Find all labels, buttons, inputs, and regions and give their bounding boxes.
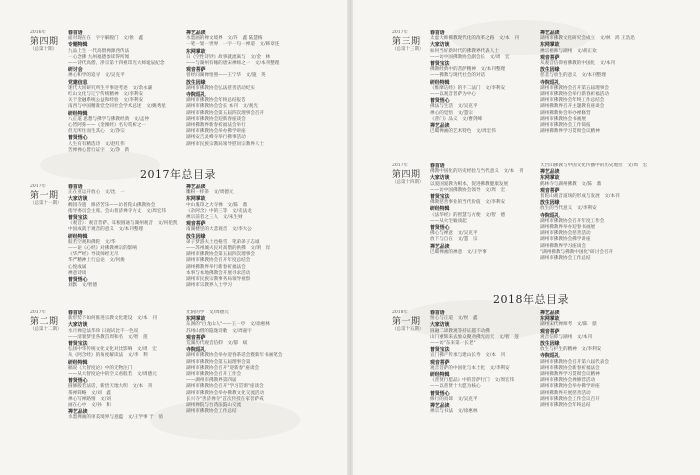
toc-entry: 迷代大同研究所生平事迹考述 文/余永谦 [68,85,153,91]
toc-entry: 面对现在在 字字解脱门 文/侯 鑫 [68,36,144,42]
toc-column [430,310,534,465]
toc-entry: ——访中国佛教协会副会长 文/周 宏 [430,54,510,60]
toc-entry: 九品上生 一代高僧禅源西传法 [68,48,130,54]
toc-column [540,30,680,158]
section-heading: 春首语 [68,184,83,190]
section-heading: 东网掌故 [186,316,206,323]
toc-entry: 湖州市佛教协会年终工作总结会 [540,98,605,104]
section-heading: 大家访谈 [68,196,88,203]
toc-entry: 人生有有精选诗 文/赵红伟 [68,141,125,147]
toc-entry: 湖州市民族宗教局领导慰问宗教界人士 [186,141,265,147]
toc-entry: 湖州市佛教协会工作总结 [540,256,591,262]
section-heading: 观音菩萨 [430,359,450,366]
section-heading: 观音菩萨 [540,328,560,335]
toc-entry: 湖州市佛教协会工作简报 [540,123,591,129]
section-heading: 研经特辑 [430,206,450,213]
toc-entry: 荒湖历代观音信仰 文/郁 斌 [186,341,248,347]
issue-year: 2017年 [30,184,46,189]
toc-entry: 禅心和学的追寻 文/吴克平 [68,73,125,79]
toc-entry: ——论《心经》对佛教禅宗的影响 [68,246,137,252]
toc-entry: 佛教中国化的历史经验与当代意义 文/本 刊 [430,169,524,175]
issue-number: 第四期 [30,36,59,47]
issue-total: （总第十一期） [30,200,62,206]
toc-entry: 佛教经典中的菩萨精神 文/本刊整理 [430,67,506,73]
toc-entry: 圆融二谛教观等持证越不动佛 [430,328,490,334]
issue-number: 第二期 [30,316,59,327]
toc-entry: 禅宗祖师与湖州 文/胡正欢 [540,48,597,54]
toc-entry: 般若空观和佛陀 文/华 [68,239,121,245]
toc-entry: 八正道 思想与佛学与佛教经典 文/孟仲 [68,116,150,122]
toc-entry: 《杂阿含》中的三等 文/史法龙 [186,208,252,214]
toc-entry: 弘扬中华传统文化文化对比影响 文/周 宏 [68,347,157,353]
section-heading: 研经特辑 [68,359,88,366]
section-heading: 禅艺品读 [540,310,560,316]
issue-number: 第一期 [30,190,59,201]
toc-entry: 红山文化与辽宁传统精神 文/李利安 [68,92,144,98]
toc-column [68,184,178,304]
section-heading: 大家访谈 [430,175,450,182]
section-heading: 研经特辑 [430,79,450,86]
section-heading: 普贤宝法 [430,194,450,201]
section-heading: 观音菩萨 [540,54,560,61]
toc-entry: ——佛教与现代社会的对话 [430,73,486,79]
toc-entry: 湖州佛教界举办迎春书画展 [540,225,596,231]
section-heading: 寺院巡礼 [540,79,560,86]
section-heading: 大家访谈 [430,42,450,49]
toc-entry: 放生的当代意义 文/李利安 [540,206,597,212]
toc-column [68,310,178,460]
toc-entry: 宣门佛产传承与建山长寿 文/本 刊 [430,353,506,359]
section-heading: 大家访谈 [68,322,88,329]
toc-entry: 天台山佛教与中国文化传播中的历史地位 文/周 宏 [540,163,648,168]
issue-label [30,30,59,53]
toc-column [186,310,326,460]
toc-entry: 佛教慈善事业的当代价值 文/李利安 [430,200,506,206]
toc-entry: 湖州市佛教协会召开工作会 [186,372,242,378]
toc-entry: 稠园寺遗 修济苦乐——访普陀山佛教协会 [68,202,156,208]
section-heading: 寺院巡礼 [186,347,206,354]
section-heading: 禅艺品读 [186,184,206,190]
toc-entry: 《普门》品义 文/曹剑峰 [430,116,483,122]
toc-entry: 中山鬼印之大寺禅 文/陈 鼎 [186,202,248,208]
toc-entry: 水月禅是法华珍 日观试比不一色说 [68,328,139,334]
toc-entry: 湖州市佛教协会年终总结报告 [186,98,246,104]
toc-entry: 湖州市佛教协会慈善活动 [540,231,591,237]
toc-entry: 湖州市佛教文化研究会成立 文/林 鸿 王浩迅 [540,36,635,42]
toc-entry: 湖州市佛教协会举办佛学讲座 [186,129,246,135]
toc-column [430,163,534,288]
section-heading: 寺院巡礼 [540,353,560,360]
section-heading: 普贤宝法 [68,341,88,348]
toc-entry: 《华严经》导读师经无尽 [68,252,119,258]
toc-entry: 关于金融系统公益和经验 文/李利安 [68,98,144,104]
toc-entry: 一心念佛 九州福德参读得所闻 [68,54,130,60]
toc-entry: 如何当好新时代的佛教界代表人士 [430,48,499,54]
section-heading: 普贤悟心 [68,135,88,142]
section-heading: 东网掌故 [540,42,560,49]
toc-entry: 湖州市佛教协会佛学讲座 [540,237,591,243]
toc-column [186,30,326,162]
toc-entry: 画在心中 文/孙 和 [68,403,111,409]
toc-entry: 圆修般若法话，新悟天地大明 文/本 刊 [68,384,153,390]
issue-year: 2017年 [30,310,46,315]
toc-entry: 湖州市佛教协会召开年度工作会 [540,218,605,224]
toc-entry: 东洲的"白龙山人"——王一亭 文/徐惠林 [186,322,270,328]
toc-entry: 湖州市佛教协会第五届理事会第 [186,359,251,365]
toc-entry: 湖州市佛教协会举办迎春茶话会暨新年书画笔会 [186,353,283,359]
toc-entry: 慈悲与放生的意义 文/本刊整理 [540,73,606,79]
toc-entry: 湖州市佛教协会书画展 [540,116,586,122]
toc-entry: 鹤林寺与湖州佛教 文/陈 鼎 [540,181,602,187]
toc-entry: 湖州佛教界学习贯彻会议精神 [540,372,600,378]
section-heading: 禅艺品读 [68,409,88,416]
toc-entry: 湖州市佛教协会召开"学习贯彻"座谈会 [186,384,264,390]
toc-entry: "湖州佛教与佛教中国化"研讨会召开 [540,249,614,255]
toc-entry: 禅宗与书法 文/徐惠林 [430,409,478,415]
toc-entry: ——与湖州有缘的唐宋禅师之一 文/本刊整理 [186,61,280,67]
section-heading: 东网掌故 [186,48,206,55]
toc-entry: 湖州佛教界学习贯彻会议精神 [540,129,600,135]
toc-entry: 观音信仰与湖州 文/本刊 [540,334,593,340]
toc-entry: 《普贤行愿品》中的菩萨行门 文/周宏伟 [430,378,515,384]
toc-entry: 本事与本地佛教会开展寻求活动 [186,270,251,276]
toc-entry: 但无所住而生其心 文/净宗 [68,129,125,135]
toc-entry: 南湖楼里的大悲观音 文/李大公 [186,227,252,233]
issue-label [30,310,62,333]
toc-entry: 华严精神上行总论 文/何俊 [68,258,125,264]
section-heading: 研经特辑 [68,110,88,117]
section-heading: 放生因缘 [186,233,206,240]
toc-column [540,163,680,288]
issue-label [392,30,424,53]
toc-entry: 恒心与正道 文/侯 鑫 [430,316,478,322]
section-heading: 春首语 [68,310,83,316]
section-heading: 放生因缘 [540,200,560,207]
issue-total: （总第十期） [30,46,57,52]
toc-column [68,30,178,162]
section-heading: 普贤宝法 [430,61,450,68]
toc-entry: 水墨画的禅文境界 文/许 鑫 陆慧梅 [186,36,263,42]
toc-entry: ——访中国佛教协会领导 文/周 宏 [430,187,506,193]
issue-label [392,163,424,186]
toc-entry: 新形势下如何推进宗教文化建设 文/本 刊 [68,316,157,322]
section-heading: 观音菩萨 [186,67,206,74]
toc-entry: ——以观音菩萨为中心 [430,92,476,98]
toc-entry: 湖州佛教界开展慈善活动 [540,390,591,396]
toc-entry: 湖州市佛教协会召开第五届理事会 [540,85,609,91]
issue-year: 2017年 [392,163,408,168]
toc-entry: 湖州市佛教协会举行新春祈福活动 [540,92,609,98]
section-heading: 普贤悟心 [430,225,450,232]
toc-entry: 光阴的学 文/周德元 [186,310,229,315]
issue-year: 2016年 [30,30,46,35]
year-title-2017: 2017年总目录 [140,168,216,181]
section-heading: 寺院巡礼 [540,212,560,219]
toc-entry: ——湖州市佛教界第四届 [186,378,237,384]
toc-entry: 放生与护生的精神 文/李利安 [540,347,602,353]
toc-entry: 水墨禅画的审美境界与意蕴 文/王学事 于 俏 [68,415,163,421]
toc-entry: 禅心的觉悟 文/慧宗 [430,110,473,116]
toc-entry: 湖州佛教界学习座谈会 [540,243,586,249]
toc-entry: 刘默 文/智德 [68,283,98,289]
toc-entry: 湖州佛教界新春祈福法会举行 [186,123,246,129]
toc-entry: ——从大智度论中的空义看般若 文/周德元 [68,372,157,378]
toc-entry: 苏州山僧的隐逸诗歌 文/周嘉宇 [186,328,252,334]
toc-entry: 禅宗前者之三人 文/朱生财 [186,215,243,221]
section-heading: 研经特辑 [68,233,88,240]
issue-total: （总第十五期） [392,326,424,332]
toc-entry: 巴蜀禅画的禅意 文/王学事 [430,249,487,255]
section-heading: 普贤悟心 [68,277,88,284]
toc-entry: 湖州宋代禅师考 文/陈 鼎 [540,322,597,328]
toc-entry: 湖州市佛教协会新春祈福法会 [540,365,600,371]
toc-entry: 湖州市佛教协会第五届四次理事会召开 [186,110,265,116]
toc-entry: 长兴寺"善济禅寺"首次传授在家菩萨戒 [186,396,264,402]
toc-entry: 湖州市宗教界人士学习 [186,283,232,289]
toc-entry: 雕粉一样茶 文/周德元 [186,190,234,196]
section-heading: 寺院巡礼 [186,92,206,99]
toc-entry: 《维摩诘经》的不二法门 文/李利安 [430,85,506,91]
toc-entry: 曾经问湖禅悟照——王宁华 文/施 英 [186,73,266,79]
section-heading: 东网掌故 [186,196,206,203]
section-heading: 东网掌故 [540,316,560,323]
issue-label [30,184,62,207]
toc-entry: ——清暑梦里各教首周和名 文/智 莲 [68,334,148,340]
issue-total: （总第十二期） [30,326,62,332]
section-heading: 专题特辑 [68,42,88,49]
book-gutter [347,0,353,475]
toc-entry: 湖州市佛教协会召开年度总结会 [186,258,251,264]
toc-entry: 山门重辉来去象众聚劝佛光而天 文/智 莲 [430,334,519,340]
toc-entry: 湖州市佛教协会举办佛学讲座 [540,384,600,390]
toc-entry: 一笔一划一世界 一字一句一禅道 文/韩章连 [186,42,280,48]
toc-entry: 佛法与生活 文/吴克平 [430,104,478,110]
issue-year: 2018年 [392,310,408,315]
issue-total: （总第十三期） [392,46,424,52]
toc-entry: ——诗代高僧、净宗第十四祖印光大师诞辰紀念 [68,61,165,67]
section-heading: 春首语 [430,310,445,316]
toc-entry: 《观音》：观音菩萨、耳根圆通与湖州观音 文/何伦凯 [68,221,178,227]
toc-column [540,310,680,465]
toc-entry: 指导委员会主席、会山普济禅寺方丈 文/周宏伟 [68,208,167,214]
section-heading: 春首语 [68,30,83,36]
issue-label [392,310,424,333]
section-heading: 禅艺品读 [186,30,206,36]
issue-number: 第三期 [392,36,421,47]
toc-entry: 《法华经》的智慧与方便 文/智 德 [430,212,506,218]
toc-entry: 湖州市佛教协会年终总结 [540,403,591,409]
toc-entry: 湖州禅院与台湾法鼓山交流 [186,403,242,409]
toc-entry: 放下与自在 文/慧 宗 [430,237,478,243]
toc-entry: 湖州市佛教协会工作会议召开 [540,396,600,402]
toc-entry: 禅心写禅路情 文/刘 [68,396,116,402]
toc-entry: 巴蜀禅画的艺术特色 文/周宏伟 [430,129,496,135]
toc-entry: 湖州安吉灵峰寺举行佛事活动 [186,135,246,141]
toc-entry: 湖州市佛教协会召开"迎新春"座谈会 [186,365,260,371]
toc-entry: 湖州佛教协会举办禅修营 [540,110,591,116]
section-heading: 研经特辑 [430,372,450,379]
section-heading: 禅艺品读 [430,123,450,130]
toc-entry: 正在亚运开放心 文/沈 一 [68,190,125,196]
toc-entry: 湖州市佛教协会召开第六届代表会 [540,359,609,365]
toc-entry: 中国成就于观音的意义 文/本刊整理 [68,227,144,233]
section-heading: 观音菩萨 [186,334,206,341]
toc-entry: 湖州佛教界举行新春祈福法会 [186,264,246,270]
section-heading: 研讨会 [68,67,83,74]
toc-column [430,30,534,158]
toc-entry: 湖州市佛教协会举办佛教文化交流活动 [186,390,265,396]
toc-entry: 茶禅简略 文/刘 鑫 [68,390,111,396]
toc-entry: 稿说《大智度论》中的无物注门 [68,365,133,371]
toc-entry: 以爱国爱教为根本，促进佛教健康发展 [430,181,509,187]
section-heading: 放生因缘 [540,67,560,74]
toc-entry: 弟子梦游夫土也格雪 笔弟弟子志诚 [186,239,260,245]
toc-entry: 禅意诗谈 [68,270,87,276]
toc-entry: 从观音信仰看佛教的中国化 文/本刊 [540,61,616,67]
section-heading: 观音菩萨 [540,187,560,194]
toc-entry: 湖州佛教界召开主题教育座谈会 [540,104,605,110]
toc-entry: ——从火宅喻谈起 [430,218,467,224]
toc-entry: 湖州市佛教协会禅修营活动 [540,378,596,384]
toc-entry: 日《空性诗钞》故事就流离与 文/金 林 [186,54,271,60]
toc-entry: 苦禅禅心皆行证字 文/净 新 [68,147,130,153]
toc-entry: 心悦成诵 [68,264,87,270]
toc-entry: 观音菩萨的中国化与本土化 文/李利安 [430,365,510,371]
toc-entry: 湖州市佛教协会弘法慈善活动纪实 [186,85,255,91]
section-heading: 党建信息 [68,79,88,86]
section-heading: 春首语 [430,163,445,169]
section-heading: 普贤宝法 [68,215,88,222]
section-heading: 普贤悟心 [68,378,88,385]
section-heading: 观音菩萨 [186,221,206,228]
section-heading: 禅艺品读 [430,243,450,250]
section-heading: 大家访谈 [430,322,450,329]
section-heading: 普贤悟心 [430,98,450,105]
issue-number: 第一期 [392,316,421,327]
toc-entry: ——以普贤十大愿为核心 [430,384,481,390]
toc-entry: 湖州市民族宗教事务局领导视察 [186,277,251,283]
toc-entry: ——苏州城夫民对高僧的供佛 文/明 岸 [186,246,271,252]
section-heading: 禅艺品读 [540,30,560,36]
toc-entry: 湖州市佛教协会工作总结 [186,409,237,415]
toc-entry: 普陀山观音道场的形成与发展 文/本刊 [540,194,620,200]
toc-entry: ——访"东来第一长老" [430,341,476,347]
toc-column [186,184,326,304]
section-heading: 普贤悟心 [430,390,450,397]
section-heading: 放生因缘 [186,79,206,86]
toc-entry: 湖州市佛教协会迎新春座谈会 [186,116,246,122]
section-heading: 东网掌故 [540,175,560,182]
section-heading: 禅艺品读 [430,403,450,410]
section-heading: 普贤宝法 [430,347,450,354]
toc-entry: 从《阿含经》的角度解读法 文/李 利 [68,353,148,359]
section-heading: 禅艺品读 [540,169,560,176]
section-heading: 放生因缘 [540,341,560,348]
toc-entry: 心皆阿弥——《金刚经》名句赏析之一 [68,123,147,129]
toc-entry: 湖州市佛教协会会长 本刊 文/观光 [186,104,258,110]
issue-number: 第四期 [392,169,421,180]
toc-entry: 南西与中国精准党全同社会学术总述 文/姚秀星 [68,104,167,110]
year-title-2018: 2018年总目录 [493,293,569,306]
toc-entry: 修行的真谛 文/吴克平 [430,396,478,402]
toc-entry: 太虚大师佛教现代化的改革之路 文/本 刊 [430,36,519,42]
issue-year: 2017年 [392,30,408,35]
toc-entry: 佛心与禅意 文/吴克平 [430,231,478,237]
section-heading: 春首语 [430,30,445,36]
toc-entry: 湖州市佛教协会第五届四次理事会 [186,252,255,258]
issue-total: （总第十四期） [392,179,424,185]
